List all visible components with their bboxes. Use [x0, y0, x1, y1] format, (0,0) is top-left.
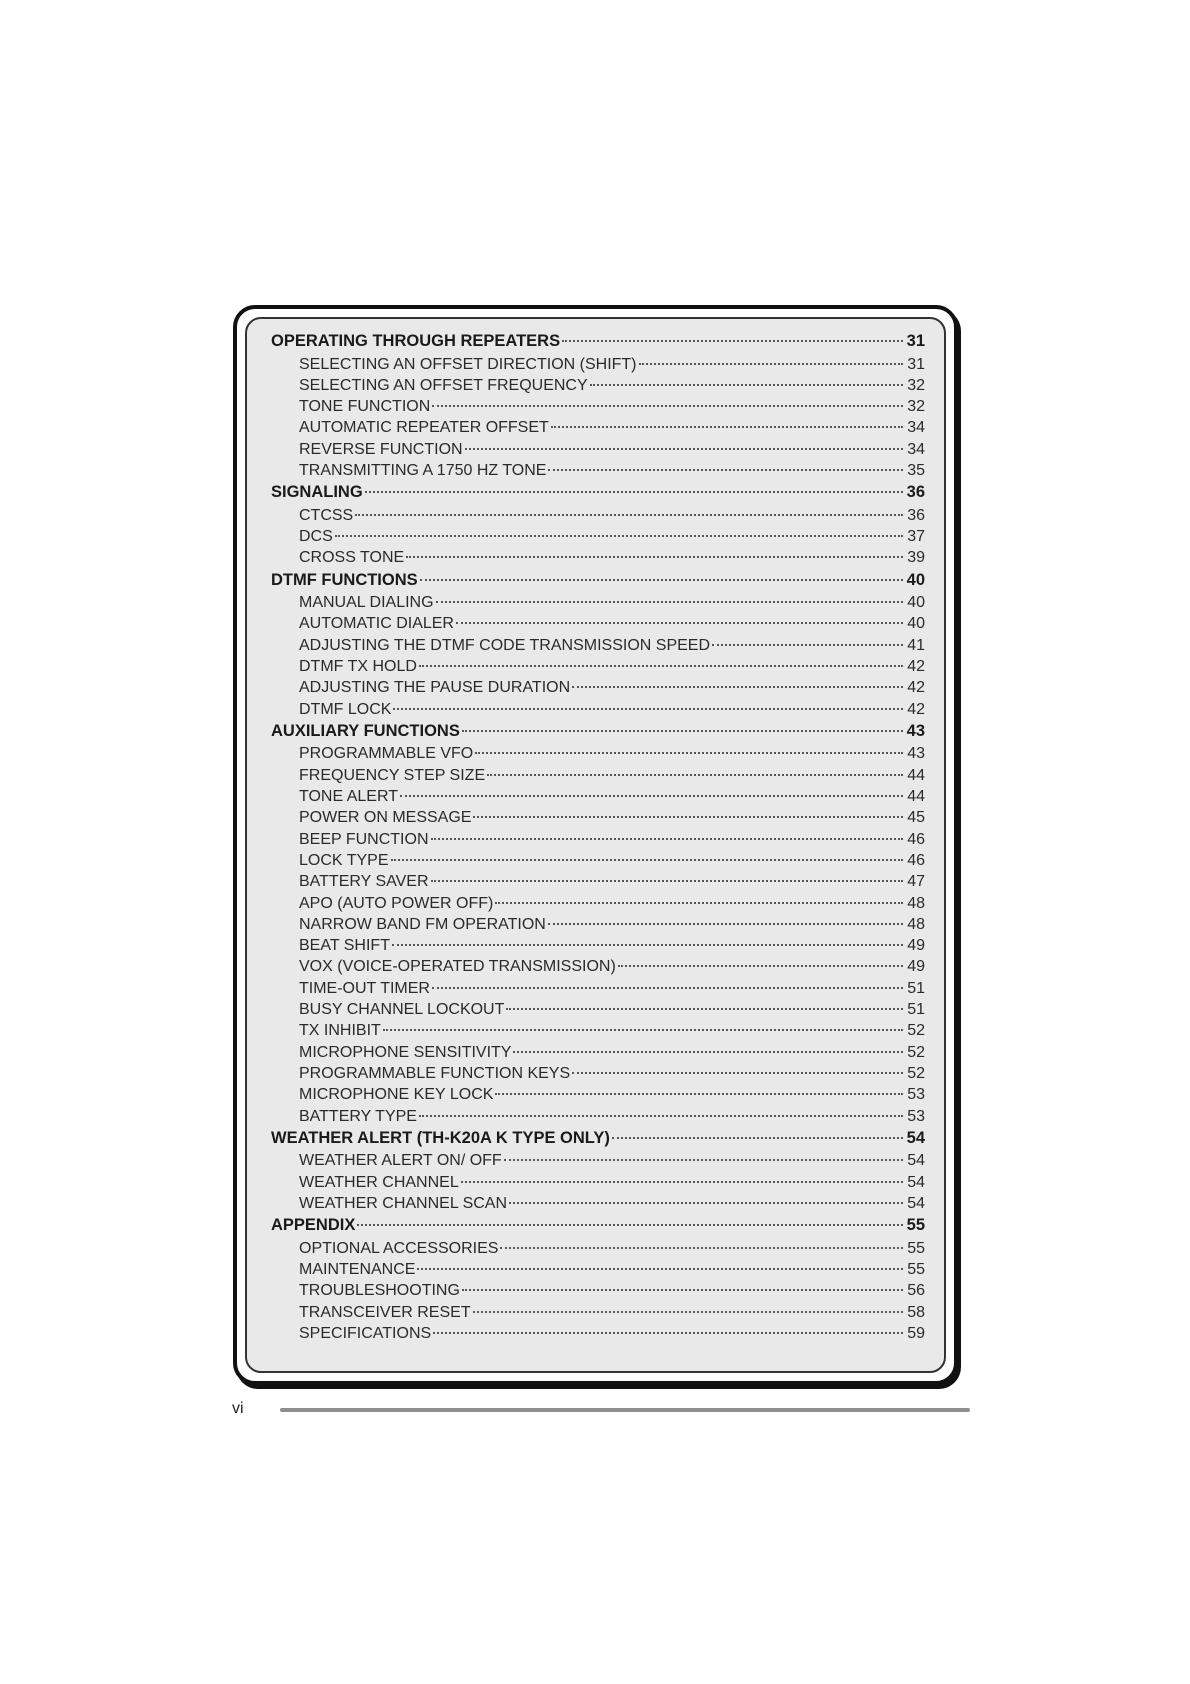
toc-page-number: 55	[907, 1260, 925, 1278]
toc-title: TONE ALERT	[299, 788, 398, 806]
toc-page-number: 42	[907, 658, 925, 676]
toc-page-number: 41	[907, 636, 925, 654]
toc-title: AUTOMATIC REPEATER OFFSET	[299, 419, 549, 437]
dot-leader	[506, 1008, 903, 1010]
dot-leader	[548, 923, 903, 925]
toc-title: TX INHIBIT	[299, 1022, 381, 1040]
toc-title: PROGRAMMABLE FUNCTION KEYS	[299, 1064, 571, 1082]
toc-page-number: 44	[907, 766, 925, 784]
toc-entry[interactable]	[271, 765, 925, 786]
toc-page-number: 56	[907, 1282, 925, 1300]
toc-page-number: 55	[907, 1239, 925, 1257]
dot-leader	[509, 1202, 903, 1204]
toc-page-number: 39	[907, 549, 925, 567]
toc-entry[interactable]	[271, 850, 925, 871]
toc-page-number: 58	[907, 1303, 925, 1321]
dot-leader	[419, 665, 903, 667]
toc-entry[interactable]	[271, 375, 925, 396]
dot-leader	[513, 1051, 903, 1053]
toc-title: WEATHER ALERT (TH-K20A K TYPE ONLY)	[271, 1128, 610, 1147]
dot-leader	[406, 556, 903, 558]
dot-leader	[548, 469, 903, 471]
dot-leader	[473, 816, 903, 818]
toc-entry[interactable]	[271, 978, 925, 999]
toc-page-number: 51	[907, 979, 925, 997]
dot-leader	[432, 405, 903, 407]
toc-page-number: 36	[907, 506, 925, 524]
dot-leader	[456, 622, 903, 624]
toc-entry[interactable]	[271, 526, 925, 547]
toc-page-number: 54	[907, 1194, 925, 1212]
dot-leader	[357, 1224, 903, 1226]
dot-leader	[431, 880, 903, 882]
dot-leader	[391, 859, 903, 861]
toc-title: REVERSE FUNCTION	[299, 440, 463, 458]
toc-page-number: 31	[906, 332, 925, 350]
dot-leader	[487, 774, 903, 776]
dot-leader	[393, 708, 903, 710]
dot-leader	[572, 686, 903, 688]
toc-title: APO (AUTO POWER OFF)	[299, 894, 494, 912]
toc-section[interactable]	[271, 330, 925, 354]
toc-title: SPECIFICATIONS	[299, 1324, 432, 1342]
toc-section[interactable]	[271, 569, 925, 593]
toc-title: AUXILIARY FUNCTIONS	[271, 721, 460, 740]
toc-page-number: 49	[907, 958, 925, 976]
toc-title: ADJUSTING THE PAUSE DURATION	[299, 679, 571, 697]
dot-leader	[465, 448, 903, 450]
toc-entry[interactable]	[271, 1106, 925, 1127]
toc-title: NARROW BAND FM OPERATION	[299, 915, 546, 933]
dot-leader	[461, 1181, 903, 1183]
toc-title: AUTOMATIC DIALER	[299, 615, 454, 633]
toc-title: BATTERY TYPE	[299, 1107, 417, 1125]
toc-page-number: 53	[907, 1086, 925, 1104]
toc-title: POWER ON MESSAGE	[299, 809, 472, 827]
toc-entry[interactable]	[271, 1259, 925, 1280]
toc-entry[interactable]	[271, 807, 925, 828]
toc-title: MAINTENANCE	[299, 1260, 416, 1278]
toc-entry[interactable]	[271, 439, 925, 460]
toc-entry[interactable]	[271, 505, 925, 526]
toc-title: MICROPHONE SENSITIVITY	[299, 1043, 512, 1061]
toc-title: BUSY CHANNEL LOCKOUT	[299, 1001, 505, 1019]
toc-entry[interactable]	[271, 547, 925, 568]
toc-page-number: 46	[907, 851, 925, 869]
toc-title: WEATHER CHANNEL SCAN	[299, 1194, 508, 1212]
dot-leader	[590, 384, 903, 386]
toc-title: VOX (VOICE-OPERATED TRANSMISSION)	[299, 958, 616, 976]
toc-entry[interactable]	[271, 871, 925, 892]
toc-entry[interactable]	[271, 1063, 925, 1084]
toc-page-number: 55	[906, 1216, 925, 1235]
toc-title: TIME-OUT TIMER	[299, 979, 430, 997]
toc-title: SIGNALING	[271, 483, 363, 502]
toc-page-number: 34	[907, 440, 925, 458]
dot-leader	[495, 1093, 903, 1095]
toc-entry[interactable]	[271, 460, 925, 481]
toc-entry[interactable]	[271, 999, 925, 1020]
toc-entry[interactable]	[271, 417, 925, 438]
toc-title: DCS	[299, 528, 333, 546]
toc-title: DTMF FUNCTIONS	[271, 570, 418, 589]
toc-title: FREQUENCY STEP SIZE	[299, 766, 486, 784]
dot-leader	[504, 1159, 903, 1161]
toc-entry[interactable]	[271, 354, 925, 375]
toc-page-number: 35	[907, 461, 925, 479]
dot-leader	[365, 491, 903, 493]
toc-page-number: 43	[907, 745, 925, 763]
toc-section[interactable]	[271, 1214, 925, 1238]
toc-page-number: 42	[907, 679, 925, 697]
toc-title: TONE FUNCTION	[299, 398, 431, 416]
toc-title: DTMF LOCK	[299, 700, 392, 718]
dot-leader	[355, 514, 903, 516]
toc-entry[interactable]	[271, 914, 925, 935]
toc-entry[interactable]	[271, 1193, 925, 1214]
toc-entry[interactable]	[271, 396, 925, 417]
toc-page-number: 36	[906, 483, 925, 502]
toc-title: SELECTING AN OFFSET FREQUENCY	[299, 376, 588, 394]
toc-page-number: 54	[906, 1128, 925, 1147]
toc-entry[interactable]	[271, 1302, 925, 1323]
toc-page-number: 54	[907, 1173, 925, 1191]
toc-page-number: 47	[907, 873, 925, 891]
footer-rule	[280, 1408, 970, 1412]
toc-title: MICROPHONE KEY LOCK	[299, 1086, 494, 1104]
toc-title: CROSS TONE	[299, 549, 405, 567]
toc-title: TRANSCEIVER RESET	[299, 1303, 471, 1321]
dot-leader	[432, 987, 903, 989]
dot-leader	[436, 601, 903, 603]
toc-entry[interactable]	[271, 1172, 925, 1193]
toc-entry[interactable]	[271, 656, 925, 677]
dot-leader	[551, 426, 903, 428]
dot-leader	[495, 902, 903, 904]
toc-title: WEATHER CHANNEL	[299, 1173, 459, 1191]
toc-page-number: 45	[907, 809, 925, 827]
toc-entry[interactable]	[271, 786, 925, 807]
toc-entry[interactable]	[271, 1238, 925, 1259]
toc-entry[interactable]	[271, 1280, 925, 1301]
toc-title: OPTIONAL ACCESSORIES	[299, 1239, 499, 1257]
toc-page-number: 48	[907, 915, 925, 933]
toc-page-number: 59	[907, 1324, 925, 1342]
dot-leader	[639, 363, 903, 365]
toc-page-number: 40	[906, 570, 925, 589]
toc-page-number: 40	[907, 594, 925, 612]
toc-title: TROUBLESHOOTING	[299, 1282, 460, 1300]
dot-leader	[433, 1332, 903, 1334]
toc-title: ADJUSTING THE DTMF CODE TRANSMISSION SPEED	[299, 636, 711, 654]
toc-entry[interactable]	[271, 1323, 925, 1344]
dot-leader	[419, 1115, 903, 1117]
toc-page-number: 43	[906, 721, 925, 740]
table-of-contents	[271, 330, 925, 1344]
toc-title: PROGRAMMABLE VFO	[299, 745, 474, 763]
dot-leader	[392, 944, 903, 946]
toc-title: BEEP FUNCTION	[299, 830, 429, 848]
toc-title: BATTERY SAVER	[299, 873, 429, 891]
toc-section[interactable]	[271, 1127, 925, 1151]
toc-entry[interactable]	[271, 613, 925, 634]
toc-title: CTCSS	[299, 506, 354, 524]
toc-title: WEATHER ALERT ON/ OFF	[299, 1152, 502, 1170]
toc-section[interactable]	[271, 720, 925, 744]
toc-page-number: 31	[907, 355, 925, 373]
toc-title: DTMF TX HOLD	[299, 658, 417, 676]
toc-page-number: 32	[907, 376, 925, 394]
toc-entry[interactable]	[271, 635, 925, 656]
dot-leader	[618, 965, 903, 967]
dot-leader	[473, 1311, 903, 1313]
toc-page-number: 52	[907, 1043, 925, 1061]
toc-page-number: 34	[907, 419, 925, 437]
toc-entry[interactable]	[271, 592, 925, 613]
dot-leader	[400, 795, 903, 797]
toc-title: BEAT SHIFT	[299, 937, 390, 955]
toc-entry[interactable]	[271, 956, 925, 977]
toc-page-number: 49	[907, 937, 925, 955]
toc-title: TRANSMITTING A 1750 HZ TONE	[299, 461, 547, 479]
dot-leader	[572, 1072, 903, 1074]
toc-page-number: 52	[907, 1022, 925, 1040]
toc-page-number: 32	[907, 398, 925, 416]
page-number: vi	[232, 1400, 244, 1417]
dot-leader	[420, 579, 903, 581]
toc-page-number: 37	[907, 528, 925, 546]
toc-title: SELECTING AN OFFSET DIRECTION (SHIFT)	[299, 355, 637, 373]
toc-entry[interactable]	[271, 1084, 925, 1105]
toc-title: MANUAL DIALING	[299, 594, 434, 612]
toc-entry[interactable]	[271, 743, 925, 764]
toc-section[interactable]	[271, 481, 925, 505]
toc-entry[interactable]	[271, 677, 925, 698]
dot-leader	[335, 535, 903, 537]
toc-page-number: 51	[907, 1001, 925, 1019]
toc-page-number: 48	[907, 894, 925, 912]
toc-page-number: 46	[907, 830, 925, 848]
dot-leader	[431, 838, 904, 840]
toc-page-number: 52	[907, 1064, 925, 1082]
toc-page-number: 40	[907, 615, 925, 633]
dot-leader	[417, 1268, 903, 1270]
toc-page-number: 44	[907, 788, 925, 806]
toc-entry[interactable]	[271, 829, 925, 850]
toc-entry[interactable]	[271, 935, 925, 956]
toc-page-number: 54	[907, 1152, 925, 1170]
toc-entry[interactable]	[271, 1042, 925, 1063]
toc-entry[interactable]	[271, 893, 925, 914]
dot-leader	[462, 730, 903, 732]
dot-leader	[500, 1247, 903, 1249]
dot-leader	[712, 644, 903, 646]
dot-leader	[475, 752, 903, 754]
toc-page-number: 53	[907, 1107, 925, 1125]
dot-leader	[562, 340, 903, 342]
toc-entry[interactable]	[271, 1150, 925, 1171]
dot-leader	[462, 1289, 903, 1291]
toc-title: LOCK TYPE	[299, 851, 389, 869]
toc-title: APPENDIX	[271, 1216, 356, 1235]
toc-page-number: 42	[907, 700, 925, 718]
toc-entry[interactable]	[271, 1020, 925, 1041]
toc-entry[interactable]	[271, 699, 925, 720]
toc-title: OPERATING THROUGH REPEATERS	[271, 332, 561, 350]
dot-leader	[383, 1029, 903, 1031]
dot-leader	[612, 1137, 903, 1139]
